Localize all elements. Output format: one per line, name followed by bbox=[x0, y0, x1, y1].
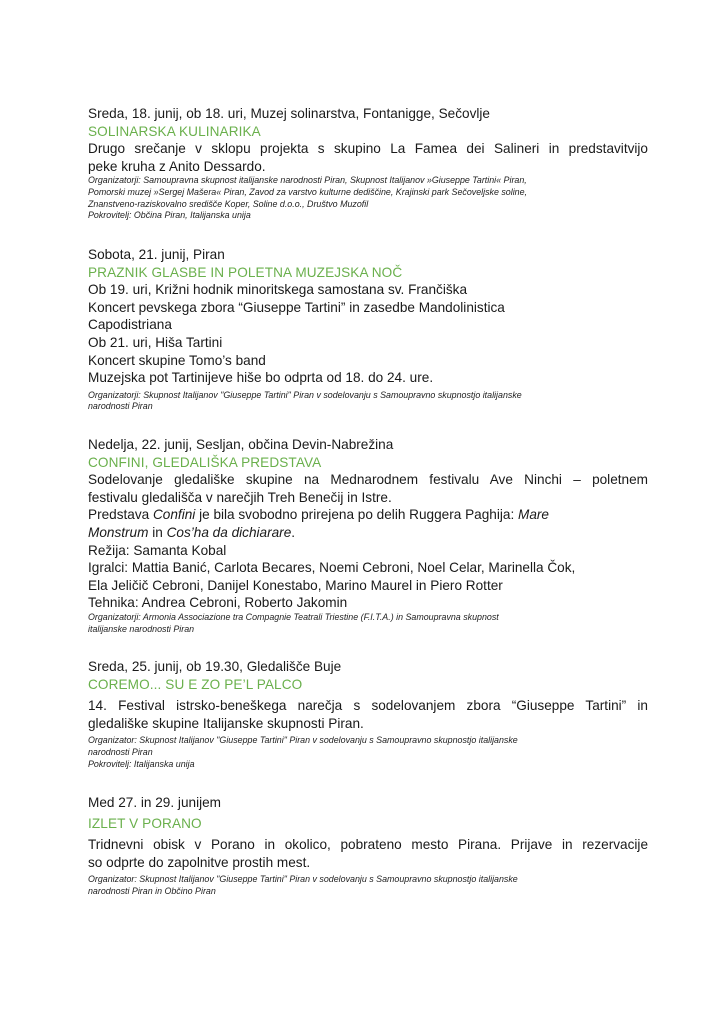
event-1 bbox=[88, 105, 648, 222]
play-source: Monstrum bbox=[88, 524, 149, 540]
event-title: PRAZNIK GLASBE IN POLETNA MUZEJSKA NOČ bbox=[88, 264, 403, 280]
event-note: narodnosti Piran bbox=[88, 746, 153, 757]
event-heading: Sreda, 25. junij, ob 19.30, Gledališče Buje bbox=[88, 659, 342, 674]
event-title: IZLET V PORANO bbox=[88, 815, 202, 831]
event-text: 14. Festival istrsko-beneškega narečja s sodelovanjem zbora “Giuseppe Tartini” in bbox=[88, 698, 648, 714]
event-heading: Sreda, 18. junij, ob 18. uri, Muzej solinarstva, Fontanigge, Sečovlje bbox=[88, 106, 490, 121]
event-text: Ob 21. uri, Hiša Tartini bbox=[88, 334, 223, 350]
event-note: italijanske narodnosti Piran bbox=[88, 623, 195, 634]
event-2 bbox=[88, 246, 648, 413]
event-text: Sodelovanje gledališke skupine na Mednarodnem festivalu Ave Ninchi – poletnem bbox=[88, 472, 648, 488]
event-text: Igralci: Mattia Banić, Carlota Becares, Noemi Cebroni, Noel Celar, Marinella Čok, bbox=[88, 560, 576, 576]
event-heading: Med 27. in 29. junijem bbox=[88, 795, 221, 810]
event-note: Organizatorji: Armonia Associazione tra Compagnie Teatrali Triestine (F.I.T.A.) in Samoupravna skupnost bbox=[88, 611, 499, 622]
event-note: Organizatorji: Skupnost Italijanov "Giuseppe Tartini" Piran v sodelovanju s Samoupravno skupnostjo italijanske bbox=[88, 389, 522, 400]
event-text: Capodistriana bbox=[88, 317, 172, 333]
event-text: Režija: Samanta Kobal bbox=[88, 542, 227, 558]
event-5 bbox=[88, 794, 648, 898]
play-source: Cos’ha da dichiarare bbox=[166, 524, 292, 540]
event-text: festivalu gledališča v narečjih Treh Benečij in Istre. bbox=[88, 489, 392, 505]
play-title: Confini bbox=[152, 507, 196, 523]
event-text: Koncert skupine Tomo’s band bbox=[88, 352, 266, 368]
event-note: Organizatorji: Samoupravna skupnost italijanske narodnosti Piran, Skupnost Italijanov »Giuseppe Tartini« Piran, bbox=[88, 175, 527, 186]
event-text: Drugo srečanje v sklopu projekta s skupino La Famea dei Salineri in predstavitvijo bbox=[88, 141, 648, 157]
event-note: Organizator: Skupnost Italijanov "Giuseppe Tartini" Piran v sodelovanju s Samoupravno skupnostjo italijanske bbox=[88, 735, 518, 746]
event-text: Ob 19. uri, Križni hodnik minoritskega samostana sv. Frančiška bbox=[88, 282, 468, 298]
event-text: Koncert pevskega zbora “Giuseppe Tartini” in zasedbe Mandolinistica bbox=[88, 299, 505, 315]
event-play-line: Predstava Confini je bila svobodno prirejena po delih Ruggera Paghija: Mare bbox=[88, 507, 549, 523]
event-text: so odprte do zapolnitve prostih mest. bbox=[88, 854, 311, 870]
play-source: Mare bbox=[518, 507, 549, 523]
event-note: Organizator: Skupnost Italijanov "Giuseppe Tartini" Piran v sodelovanju s Samoupravno skupnostjo italijanske bbox=[88, 874, 518, 885]
event-text: peke kruha z Anito Dessardo. bbox=[88, 158, 266, 174]
event-note: Pokrovitelj: Občina Piran, Italijanska unija bbox=[88, 210, 251, 221]
event-text: Ela Jeličič Cebroni, Danijel Konestabo, Marino Maurel in Piero Rotter bbox=[88, 577, 503, 593]
event-title: CONFINI, GLEDALIŠKA PREDSTAVA bbox=[88, 454, 322, 470]
event-text: Muzejska pot Tartinijeve hiše bo odprta od 18. do 24. ure. bbox=[88, 370, 434, 386]
event-text: Tridnevni obisk v Porano in okolico, pobrateno mesto Pirana. Prijave in rezervacije bbox=[88, 837, 648, 853]
event-note: narodnosti Piran in Občino Piran bbox=[88, 885, 216, 896]
event-play-line: Monstrum in Cos’ha da dichiarare. bbox=[88, 524, 296, 540]
event-title: SOLINARSKA KULINARIKA bbox=[88, 123, 261, 139]
event-note: Znanstveno-raziskovalno središče Koper, Soline d.o.o., Društvo Muzofil bbox=[88, 198, 369, 209]
event-heading: Sobota, 21. junij, Piran bbox=[88, 247, 225, 262]
event-text: Tehnika: Andrea Cebroni, Roberto Jakomin bbox=[88, 595, 348, 611]
event-title: COREMO... SU E ZO PE’L PALCO bbox=[88, 676, 303, 692]
event-note: Pokrovitelj: Italijanska unija bbox=[88, 758, 195, 769]
event-3 bbox=[88, 436, 648, 635]
event-note: Pomorski muzej »Sergej Mašera« Piran, Zavod za varstvo kulturne dediščine, Krajinski park Sečoveljske soline, bbox=[88, 186, 528, 197]
event-4 bbox=[88, 658, 648, 770]
event-heading: Nedelja, 22. junij, Sesljan, občina Devin-Nabrežina bbox=[88, 437, 394, 452]
event-text: gledališke skupine Italijanske skupnosti Piran. bbox=[88, 715, 364, 731]
event-note: narodnosti Piran bbox=[88, 401, 153, 412]
